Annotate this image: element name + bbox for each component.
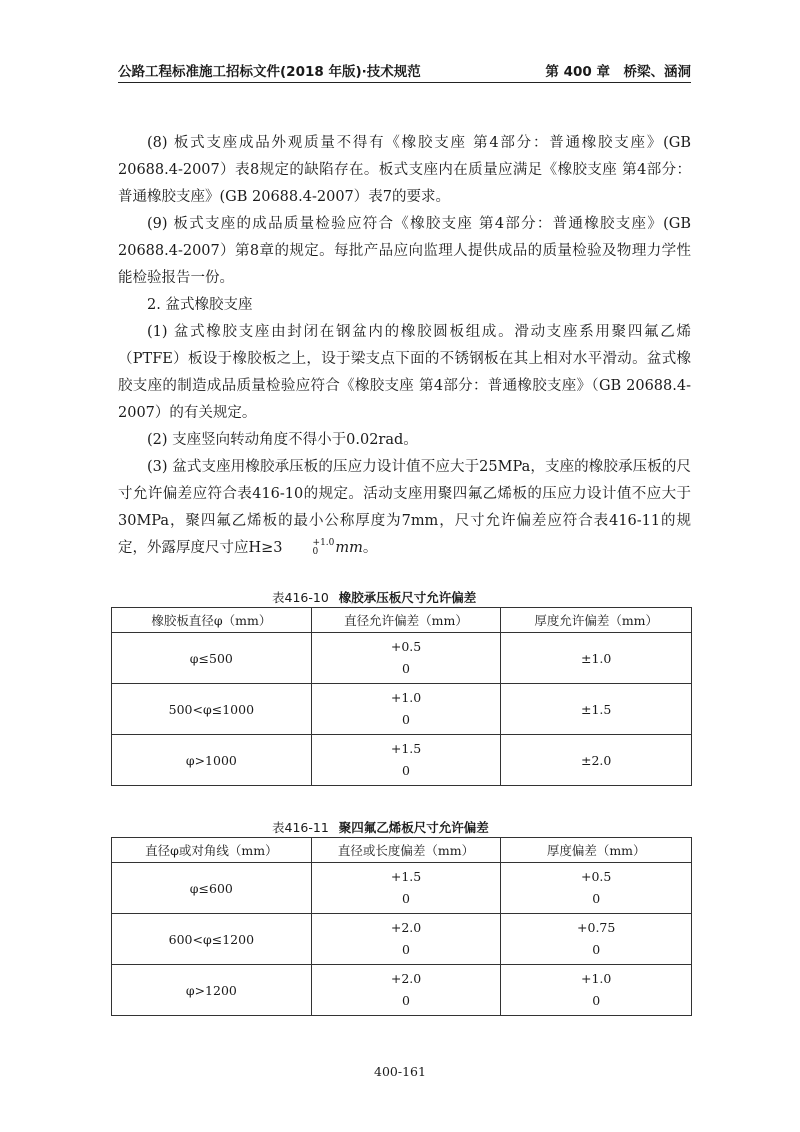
paragraph-9: (9) 板式支座的成品质量检验应符合《橡胶支座 第4部分：普通橡胶支座》(GB 20688.4-2007）第8章的规定。每批产品应向监理人提供成品的质量检验及物理力学性能检验报告一份。 <box>118 216 691 286</box>
paragraph-3 <box>118 454 691 562</box>
header-divider <box>118 82 691 83</box>
table-row <box>112 633 692 684</box>
upper-value: +0.75 <box>577 920 616 935</box>
table-header-row <box>112 608 692 633</box>
formula-unit: mm <box>335 540 363 556</box>
page-number: 400-161 <box>374 1064 426 1079</box>
thickness-tolerance-cell <box>501 863 692 914</box>
thickness-tolerance-cell: ±1.5 <box>501 684 692 735</box>
thickness-tolerance-cell: ±2.0 <box>501 735 692 786</box>
diameter-tolerance-cell <box>311 684 501 735</box>
lower-value: 0 <box>592 993 601 1008</box>
table-rubber-plate-tolerance <box>111 607 692 786</box>
thickness-tolerance-cell <box>501 914 692 965</box>
lower-value: 0 <box>402 891 410 906</box>
range-cell: 500<φ≤1000 <box>112 684 312 735</box>
table-header-cell: 直径φ或对角线（mm） <box>112 838 312 863</box>
lower-value: 0 <box>402 942 410 957</box>
table-row <box>112 914 692 965</box>
range-cell: 600<φ≤1200 <box>112 914 312 965</box>
length-tolerance-cell <box>311 863 501 914</box>
table-header-cell: 直径或长度偏差（mm） <box>311 838 501 863</box>
paragraph-2: (2) 支座竖向转动角度不得小于0.02rad。 <box>147 432 418 448</box>
thickness-tolerance-cell: ±1.0 <box>501 633 692 684</box>
formula-sub: 0 <box>312 547 319 557</box>
table-row <box>112 965 692 1016</box>
formula-sup: +1.0 <box>312 538 335 548</box>
table-ptfe-plate-tolerance <box>111 837 692 1016</box>
upper-value: +2.0 <box>390 920 422 935</box>
table2-caption-number: 表416-11 <box>272 820 329 835</box>
table-header-cell: 直径允许偏差（mm） <box>311 608 501 633</box>
lower-value: 0 <box>592 942 601 957</box>
formula-tolerance <box>284 539 335 557</box>
section-heading-pot-bearing: 2. 盆式橡胶支座 <box>147 297 253 313</box>
paragraph-8: (8) 板式支座成品外观质量不得有《橡胶支座 第4部分：普通橡胶支座》(GB 20688.4-2007）表8规定的缺陷存在。板式支座内在质量应满足《橡胶支座 第4部分：普通橡胶支座》(GB 20688.4-2007）表7的要求。 <box>118 135 691 205</box>
range-cell: φ≤600 <box>112 863 312 914</box>
table-row <box>112 863 692 914</box>
lower-value: 0 <box>402 763 410 778</box>
paragraph-1: (1) 盆式橡胶支座由封闭在钢盆内的橡胶圆板组成。滑动支座系用聚四氟乙烯（PTFE）板设于橡胶板之上，设于梁支点下面的不锈钢板在其上相对水平滑动。盆式橡胶支座的制造成品质量检验应符合《橡胶支座 第4部分：普通橡胶支座》（GB 20688.4-2007）的有关规定。 <box>118 324 691 421</box>
upper-value: +1.0 <box>580 971 612 986</box>
lower-value: 0 <box>592 891 601 906</box>
upper-value: +1.5 <box>390 741 422 756</box>
length-tolerance-cell <box>311 914 501 965</box>
table-header-row <box>112 838 692 863</box>
length-tolerance-cell <box>311 965 501 1016</box>
range-cell: φ≤500 <box>112 633 312 684</box>
upper-value: +2.0 <box>390 971 422 986</box>
paragraph-3-text: (3) 盆式支座用橡胶承压板的压应力设计值不应大于25MPa，支座的橡胶承压板的尺寸允许偏差应符合表416-10的规定。活动支座用聚四氟乙烯板的压应力设计值不应大于30MPa，聚四氟乙烯板的最小公称厚度为7mm，尺寸允许偏差应符合表416-11的规定，外露厚度尺寸应H≥ <box>118 459 691 556</box>
table-row <box>112 735 692 786</box>
upper-value: +1.5 <box>390 869 422 884</box>
upper-value: +0.5 <box>580 869 612 884</box>
table-header-cell: 厚度偏差（mm） <box>501 838 692 863</box>
table-row <box>112 684 692 735</box>
table-header-cell: 厚度允许偏差（mm） <box>501 608 692 633</box>
upper-value: +0.5 <box>390 639 422 654</box>
table1-caption-number: 表416-10 <box>272 590 329 605</box>
table2-caption-title: 聚四氟乙烯板尺寸允许偏差 <box>338 820 489 835</box>
table1-caption-title: 橡胶承压板尺寸允许偏差 <box>338 590 477 605</box>
page-header <box>118 56 691 82</box>
table-header-cell: 橡胶板直径φ（mm） <box>112 608 312 633</box>
upper-value: +1.0 <box>390 690 422 705</box>
body-text <box>118 130 691 562</box>
diameter-tolerance-cell <box>311 633 501 684</box>
range-cell: φ>1000 <box>112 735 312 786</box>
formula-end: 。 <box>362 540 378 556</box>
formula-base: 3 <box>273 540 283 556</box>
thickness-tolerance-cell <box>501 965 692 1016</box>
table1-caption <box>272 588 476 606</box>
lower-value: 0 <box>402 661 410 676</box>
lower-value: 0 <box>402 712 410 727</box>
range-cell: φ>1200 <box>112 965 312 1016</box>
chapter-title: 第 400 章 桥梁、涵洞 <box>545 64 691 80</box>
lower-value: 0 <box>402 993 410 1008</box>
diameter-tolerance-cell <box>311 735 501 786</box>
document-title: 公路工程标准施工招标文件(2018 年版)·技术规范 <box>118 64 421 80</box>
table2-caption <box>272 818 489 836</box>
